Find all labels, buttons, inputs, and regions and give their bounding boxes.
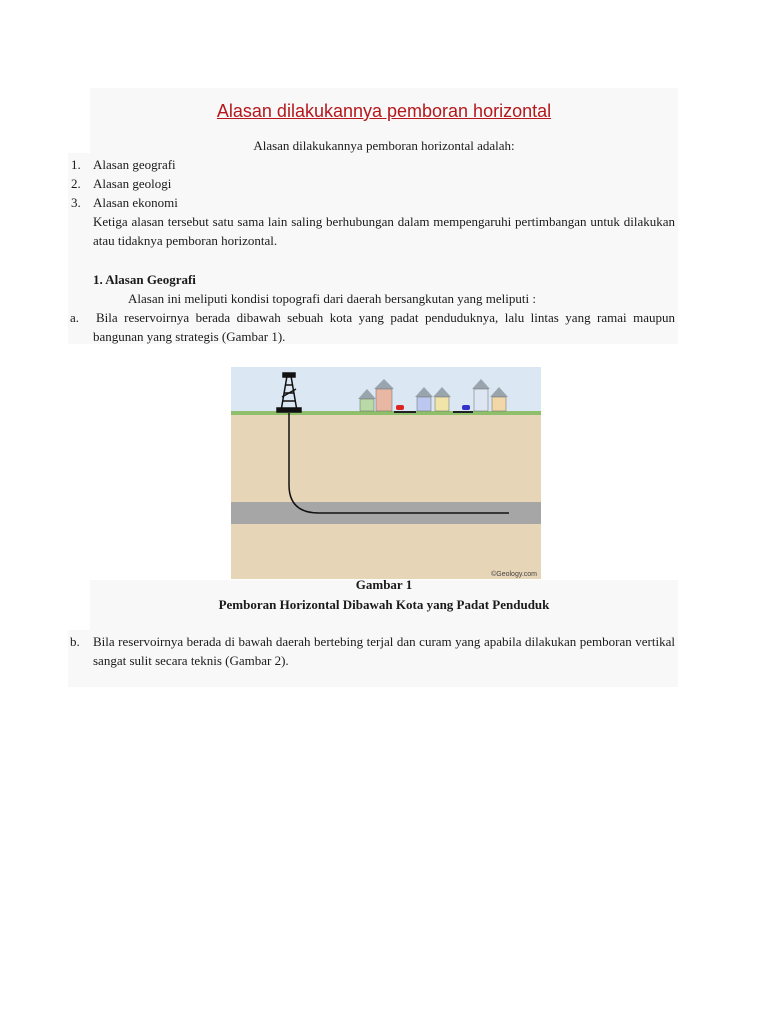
list-item: Alasan ekonomi bbox=[93, 195, 178, 210]
item-a-text: Bila reservoirnya berada dibawah sebuah kota yang padat penduduknya, lalu lintas yang ramai maupun bangunan yang strategis (Gambar 1). bbox=[93, 310, 675, 344]
list-item: Alasan geologi bbox=[93, 176, 172, 191]
list-number: 2. bbox=[71, 176, 81, 191]
figure-caption-label: Gambar 1 bbox=[355, 577, 413, 592]
section-heading: 1. Alasan Geografi bbox=[93, 272, 196, 287]
section-intro: Alasan ini meliputi kondisi topografi dari daerah bersangkutan yang meliputi : bbox=[128, 291, 536, 306]
list-number: 3. bbox=[71, 195, 81, 210]
car-icon bbox=[462, 405, 470, 410]
road-segment bbox=[394, 411, 416, 413]
figure-credit: ©Geology.com bbox=[491, 571, 537, 578]
car-icon bbox=[396, 405, 404, 410]
item-a-marker: a. bbox=[70, 310, 80, 325]
list-number: 1. bbox=[71, 157, 81, 172]
figure-caption-title: Pemboran Horizontal Dibawah Kota yang Padat Penduduk bbox=[218, 597, 550, 612]
list-item: Alasan geografi bbox=[93, 157, 176, 172]
road-segment bbox=[453, 411, 473, 413]
horizontal-drilling-figure bbox=[231, 367, 541, 579]
ground bbox=[231, 415, 541, 579]
intro-text: Alasan dilakukannya pemboran horizontal adalah: bbox=[253, 138, 515, 153]
item-b-text: Bila reservoirnya berada di bawah daerah bertebing terjal dan curam yang apabila dilakukan pemboran vertikal sangat sulit secara teknis (Gambar 2). bbox=[93, 634, 675, 668]
summary-paragraph: Ketiga alasan tersebut satu sama lain saling berhubungan dalam mempengaruhi pertimbangan untuk dilakukan atau tidaknya pemboran horizontal. bbox=[93, 214, 675, 248]
item-b-marker: b. bbox=[70, 634, 80, 649]
page-title: Alasan dilakukannya pemboran horizontal bbox=[216, 101, 552, 121]
